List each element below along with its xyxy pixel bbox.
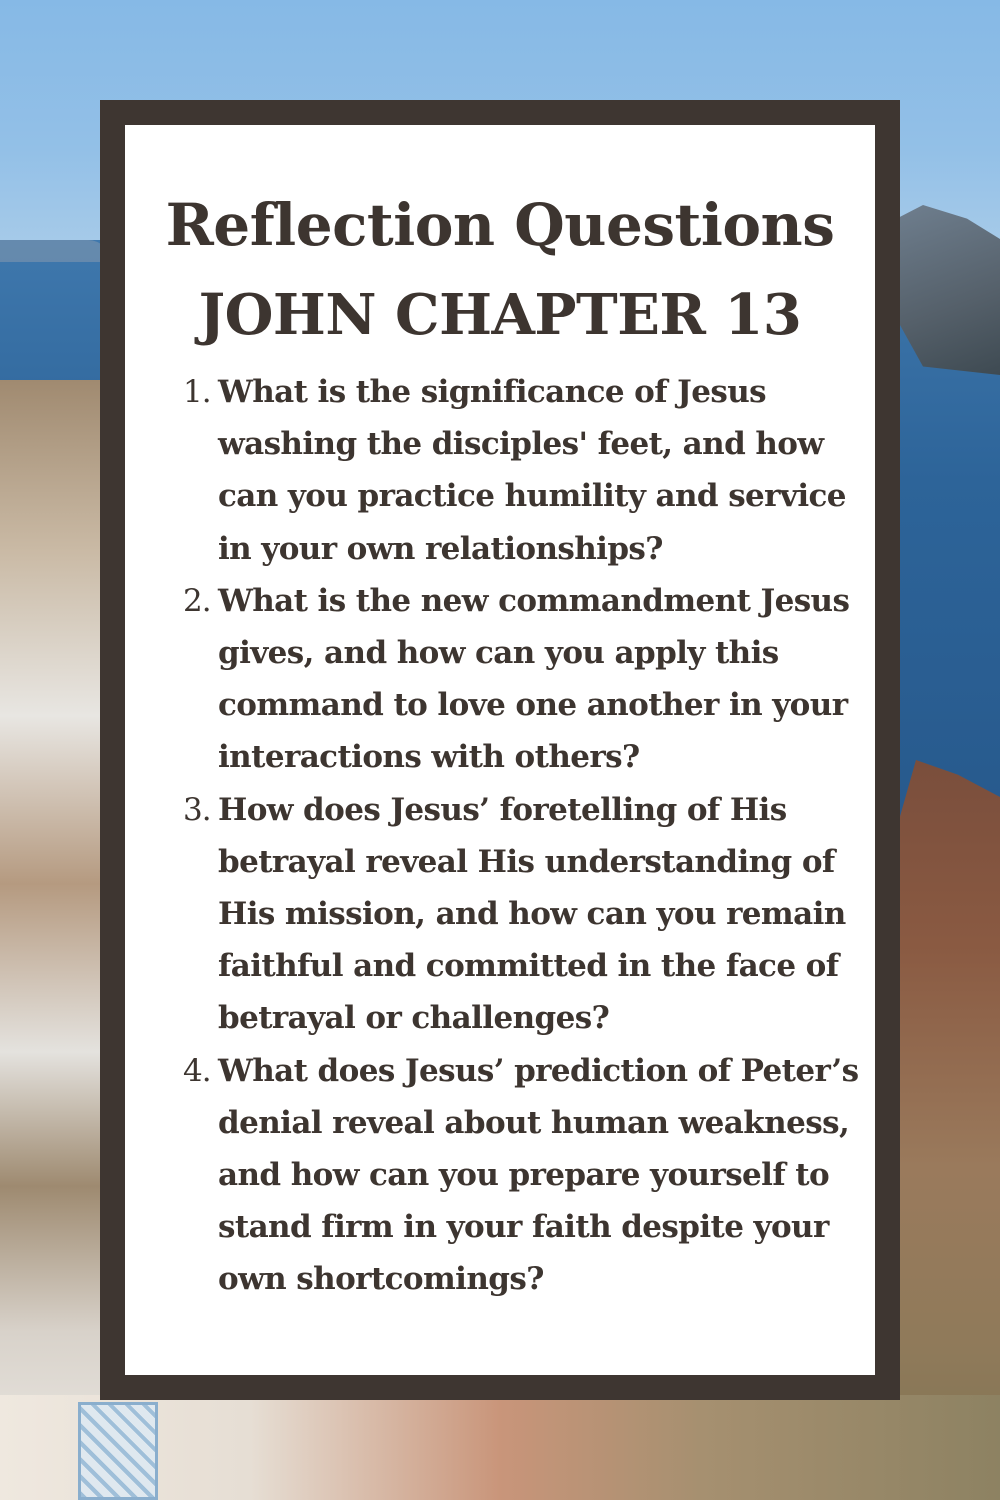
reflection-card [100,100,900,1400]
question-number: 3. [183,791,211,828]
question-item [183,1045,875,1306]
question-number: 2. [183,582,211,619]
question-text: What is the significance of Jesus washing the disciples' feet, and how can you practice humility and service in your own relationships? [218,374,846,567]
question-number: 4. [183,1052,211,1089]
chapter-heading: JOHN CHAPTER 13 [198,282,802,348]
question-text: How does Jesus’ foretelling of His betrayal reveal His understanding of His mission, and how can you remain faithful and committed in the face of betrayal or challenges? [218,791,846,1037]
question-list [125,366,875,1306]
question-number: 1. [183,374,211,410]
question-item [183,366,875,575]
blue-gate [78,1402,158,1500]
question-text: What is the new commandment Jesus gives, and how can you apply this command to love one another in your interactions with others? [218,582,850,776]
whitewashed-buildings [0,380,110,1500]
question-item [183,575,875,784]
distant-island [0,240,110,262]
question-item [183,784,875,1045]
card-title: Reflection Questions [165,191,835,259]
question-text: What does Jesus’ prediction of Peter’s denial reveal about human weakness, and how can you prepare yourself to stand firm in your faith despite your own shortcomings? [218,1052,859,1298]
card-content [125,125,875,1375]
hillside [895,760,1000,1500]
